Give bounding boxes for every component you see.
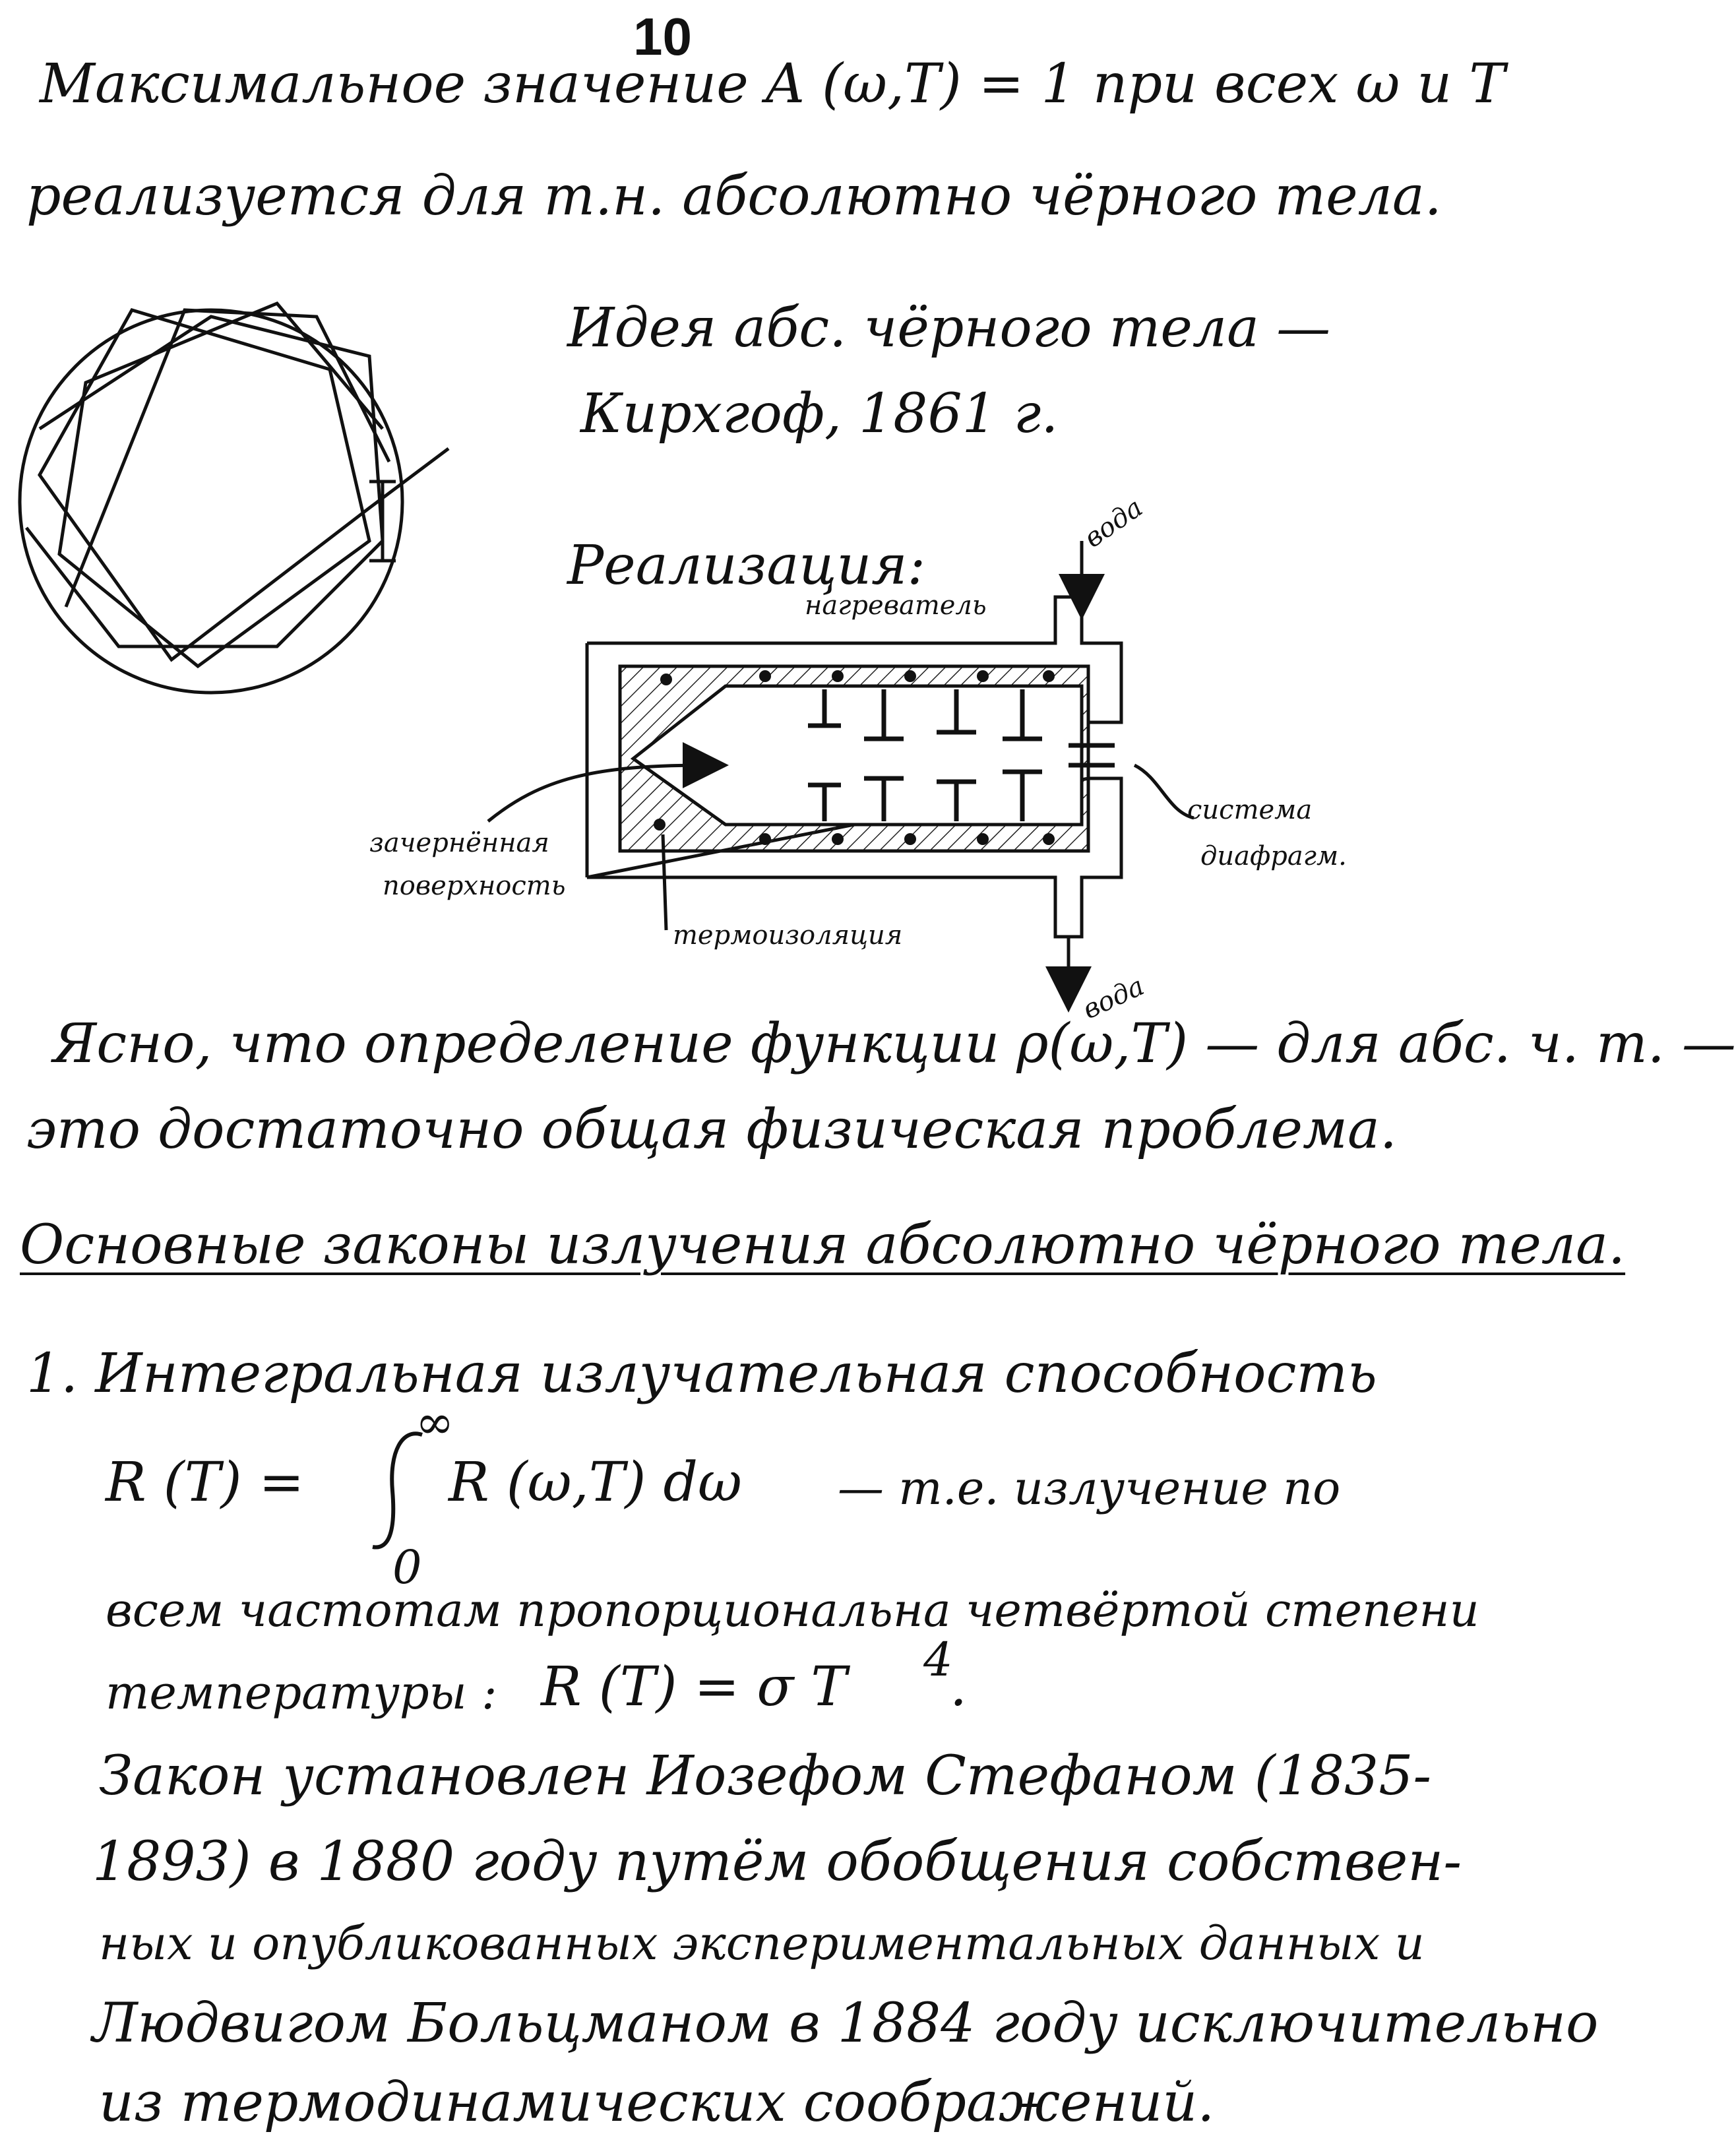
law1-formula-tail: — т.е. излучение по — [838, 1461, 1341, 1515]
text-realization: Реализация: — [567, 534, 926, 597]
label-diaphragm-1: система — [1187, 795, 1313, 825]
laws-heading: Основные законы излучения абсолютно чёрного тела. — [20, 1214, 1626, 1276]
law1-formula-left: R (T) = — [106, 1451, 305, 1514]
text-idea: Идея абс. чёрного тела — — [567, 297, 1331, 360]
stefan-line2: 1893) в 1880 году путём обобщения собствен- — [92, 1831, 1462, 1893]
integral-upper-limit: ∞ — [416, 1395, 454, 1449]
law1-line4-end: . — [950, 1656, 968, 1718]
label-blackened-surface-2: поверхность — [383, 871, 566, 901]
label-water-bottom: вода — [1078, 970, 1149, 1026]
law1-line4-formula: R (T) = σ T — [541, 1656, 848, 1718]
label-insulation: термоизоляция — [673, 920, 903, 951]
label-water-top: вода — [1078, 492, 1149, 554]
cavity-sketch — [20, 303, 449, 693]
law1-line4-text: температуры : — [106, 1666, 497, 1720]
law1-title: 1. Интегральная излучательная способность — [26, 1342, 1377, 1405]
page-number: 10 — [633, 7, 692, 66]
integral-sign — [373, 1433, 422, 1547]
text-problem: это достаточно общая физическая проблема. — [26, 1098, 1397, 1161]
law1-line3: всем частотам пропорциональна четвёртой степени — [106, 1583, 1479, 1637]
label-heater: нагреватель — [805, 590, 987, 621]
stefan-line4: Людвигом Больцманом в 1884 году исключительно — [92, 1992, 1599, 2055]
label-diaphragm-2: диафрагм. — [1200, 841, 1347, 871]
stefan-line5: из термодинамических соображений. — [99, 2071, 1215, 2134]
text-kirchhoff: Кирхгоф, 1861 г. — [580, 383, 1059, 445]
law1-line4-exponent: 4 — [923, 1633, 953, 1687]
label-blackened-surface-1: зачернённая — [369, 828, 549, 858]
law1-formula-body: R (ω,T) dω — [449, 1451, 742, 1514]
blackbody-apparatus — [488, 541, 1194, 989]
text-black-body: реализуется для т.н. абсолютно чёрного тела. — [26, 165, 1442, 228]
stefan-line1: Закон установлен Иозефом Стефаном (1835- — [99, 1745, 1432, 1807]
text-max-value: Максимальное значение A (ω,T) = 1 при всех ω и T — [40, 53, 1505, 115]
text-clear: Ясно, что определение функции ρ(ω,T) — для абс. ч. т. — — [53, 1013, 1736, 1075]
stefan-line3: ных и опубликованных экспериментальных данных и — [99, 1916, 1425, 1970]
integral-lower-limit: 0 — [392, 1540, 422, 1594]
